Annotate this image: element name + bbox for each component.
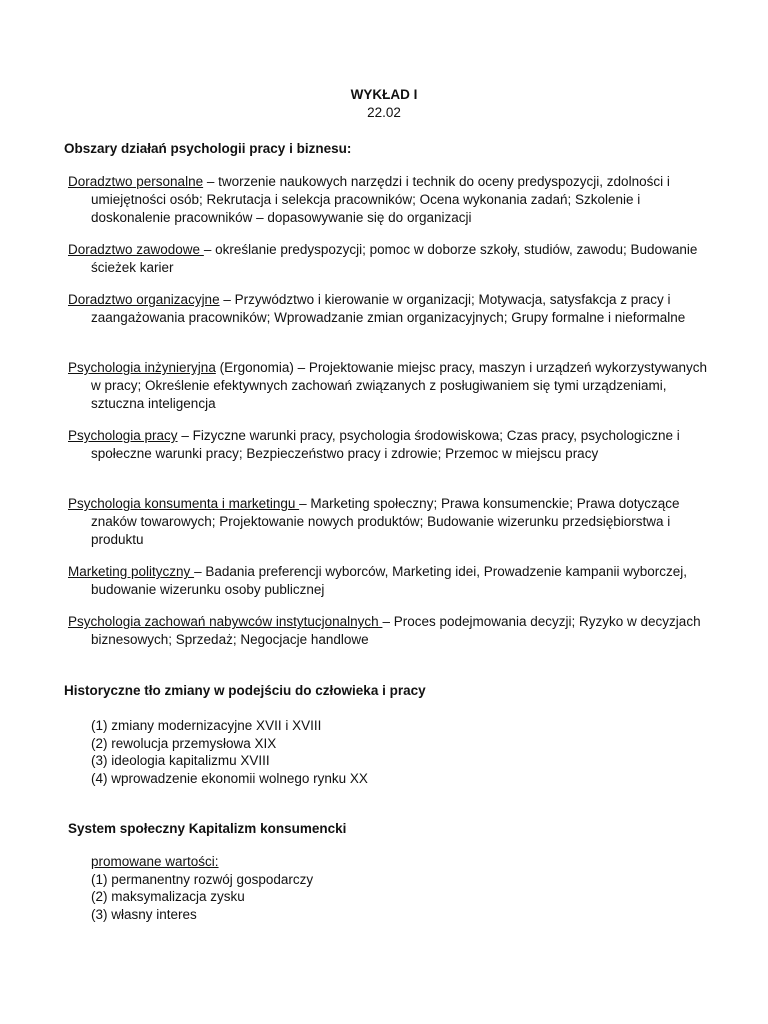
list-item xyxy=(68,241,711,277)
list-item xyxy=(68,495,711,549)
entry-term: Psychologia inżynieryjna xyxy=(68,360,216,375)
entry-description: – Proces podejmowania decyzji; Ryzyko w decyzjach biznesowych; Sprzedaż; Negocjacje handlowe xyxy=(91,614,701,647)
entry-description: – Badania preferencji wyborców, Marketing idei, Prowadzenie kampanii wyborczej, budowanie wizerunku osoby publicznej xyxy=(91,564,688,597)
list-item xyxy=(68,613,711,649)
lecture-title: WYKŁAD I xyxy=(350,87,418,102)
list-item xyxy=(68,563,711,599)
section-heading-history: Historyczne tło zmiany w podejściu do człowieka i pracy xyxy=(64,683,426,698)
history-list xyxy=(91,717,368,788)
list-item: (3) ideologia kapitalizmu XVIII xyxy=(91,753,270,769)
entry-description: – określanie predyspozycji; pomoc w doborze szkoły, studiów, zawodu; Budowanie ścieżek karier xyxy=(91,242,698,275)
entry-description: – tworzenie naukowych narzędzi i technik do oceny predyspozycji, zdolności i umiejętności osób; Rekrutacja i selekcja pracowników; Ocena wykonania zadań; Szkolenie i doskonalenie pracowników – dopasowywanie się do organizacji xyxy=(91,174,670,225)
entry-term: Doradztwo zawodowe xyxy=(68,242,204,257)
section-heading-system: System społeczny Kapitalizm konsumencki xyxy=(68,821,347,836)
entry-description: – Fizyczne warunki pracy, psychologia środowiskowa; Czas pracy, psychologiczne i społeczne warunki pracy; Bezpieczeństwo pracy i zdrowie; Przemoc w miejscu pracy xyxy=(91,428,680,461)
entry-term: Doradztwo personalne xyxy=(68,174,204,189)
values-subheading: promowane wartości: xyxy=(91,854,219,869)
entry-description: – Marketing społeczny; Prawa konsumenckie; Prawa dotyczące znaków towarowych; Projektowanie nowych produktów; Budowanie wizerunku przedsiębiorstwa i produktu xyxy=(91,496,680,547)
list-item: (4) wprowadzenie ekonomii wolnego rynku XX xyxy=(91,771,368,787)
list-item: (2) maksymalizacja zysku xyxy=(91,889,245,905)
entry-term: Psychologia konsumenta i marketingu xyxy=(68,496,300,511)
list-item xyxy=(68,427,711,463)
values-list xyxy=(91,853,313,924)
list-item: (2) rewolucja przemysłowa XIX xyxy=(91,735,277,751)
entry-description: – Przywództwo i kierowanie w organizacji; Motywacja, satysfakcja z pracy i zaangażowania pracowników; Wprowadzanie zmian organizacyjnych; Grupy formalne i nieformalne xyxy=(91,292,686,325)
entry-description: (Ergonomia) – Projektowanie miejsc pracy, maszyn i urządzeń wykorzystywanych w pracy; Określenie efektywnych zachowań związanych z posługiwaniem się tymi urządzeniami, sztuczna inteligencja xyxy=(91,360,708,411)
list-item: (1) zmiany modernizacyjne XVII i XVIII xyxy=(91,718,322,733)
section-heading-areas: Obszary działań psychologii pracy i biznesu: xyxy=(64,141,352,156)
entry-term: Doradztwo organizacyjne xyxy=(68,292,220,307)
list-item xyxy=(68,173,711,227)
lecture-date: 22.02 xyxy=(367,105,401,120)
entry-term: Psychologia zachowań nabywców instytucjonalnych xyxy=(68,614,383,629)
list-item xyxy=(68,359,711,413)
list-item: (1) permanentny rozwój gospodarczy xyxy=(91,871,314,887)
entry-term: Psychologia pracy xyxy=(68,428,178,443)
list-item: (3) własny interes xyxy=(91,907,197,923)
list-item xyxy=(68,291,711,327)
entry-term: Marketing polityczny xyxy=(68,564,195,579)
lecture-title-block xyxy=(0,86,768,122)
